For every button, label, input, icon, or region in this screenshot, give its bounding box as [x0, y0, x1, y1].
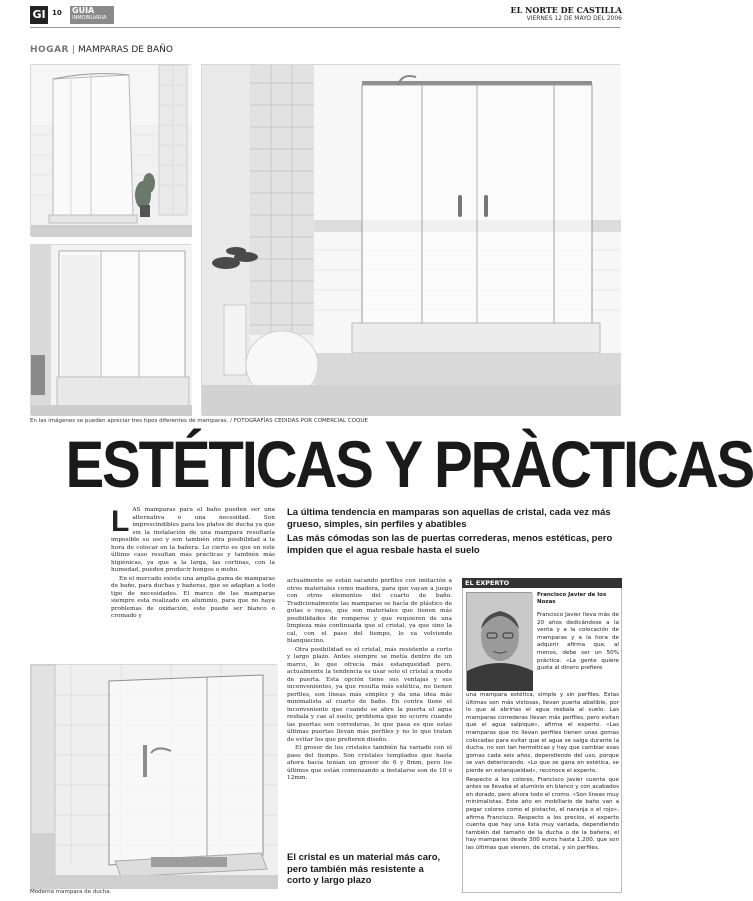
dropcap: L: [111, 505, 130, 538]
body-paragraph-1: AS mamparas para el baño pueden ser una alternativa o una necesidad. Son imprescindibles para los platos de ducha ya que sin la instalación de una mampara resultaría imposible su uso y son también otra posibilidad a la hora de colocar en la bañera. Lo cierto es que en este último caso resultan más prácticas y también más higiénicas, ya que a la larga, las cortinas, con la humedad, pueden producir hongos o moho.: [111, 507, 275, 573]
photo-modern-shower: [30, 664, 277, 888]
body-paragraph-3: actualmente se están sacando perfiles con imitación a otros materiales como madera, para que vayan a juego con otros elementos del cuarto de baño. Tradicionalmente las mamparas se hacía de plástico de gotas o rayas, que son materiales que tienen más posibilidades de romperse y que requieren de una limpieza más continuada que el cristal, ya que sino la cal, con el paso del tiempo, lo va volviendo blanquecino.: [287, 578, 452, 644]
expert-text-below: [466, 692, 619, 890]
expert-tag: EL EXPERTO: [462, 578, 622, 588]
section-label: [30, 45, 173, 55]
guide-subtitle: INMOBILIARIA: [72, 15, 107, 21]
guide-title: GUÍA: [72, 6, 95, 15]
subhead-1: La última tendencia en mamparas son aquellas de cristal, cada vez más grueso, simples, sin perfiles y abatibles: [287, 507, 611, 530]
section-code: GI: [30, 6, 48, 24]
pull-quote: El cristal es un material más caro, pero también más resistente a corto y largo plazo: [287, 852, 441, 886]
section-separator: |: [71, 45, 76, 55]
photo-caption-2: Moderna mampara de ducha.: [30, 889, 112, 895]
body-paragraph-5: El grosor de los cristales también ha variado con el paso del tiempo. Son cristales templados que hasta ahora hacía tenían un grosor de 6 y 8mm, pero los últimos que están comenzando a instalarse son de 10 o 12mm.: [287, 745, 452, 781]
subheads: [287, 507, 622, 556]
expert-paragraph-1: una mampara estética, simple y sin perfiles. Estas últimas son más vistosas, llevan puerta abatible, por lo que al abrirlas el agua resbala al suelo. Las mamparas correderas llevan más perfiles, pero evitan que el agua salpique», afirma el experto. «Las mamparas que no llevan perfiles tienen unas gomas colocadas para evitar que el agua se salga durante la ducha, no son tan herméticas y hay que cambiar esas gomas cada seis años, dependiendo del uso, porque se van deteriorando. «Lo que se gana en estética, se pierde en estanqueidad», reconoce el experto.: [466, 692, 619, 774]
masthead: EL NORTE DE CASTILLA: [510, 5, 622, 15]
body-paragraph-4: Otra posibilidad es el cristal, más resistente a corto y largo plazo. Antes siempre se metía dentro de un marco, lo que ofrecía más estanqueidad pero, actualmente la tendencia es usar solo el cristal a modo de puerta. Esta opción tiene sus ventajas y sus inconvenientes, ya que resulta más estética, no tienen perfiles, son líneas más simples y da una idea más minimalista al cuarto de baño. En contra tiene el inconveniente que cuando se abre la puerta el agua resbala y cae al suelo, problema que no ocurre cuando las puertas son correderas, lo que pasa es que estas últimas puertas llevan más perfiles y no lo que tratan de evitar los que prefieren diseño.: [287, 646, 452, 743]
page-number: 10: [52, 9, 62, 17]
guide-badge: [70, 6, 114, 24]
expert-paragraph-2: Respecto a los colores, Francisco Javier cuenta que antes se llevaba el aluminio en blanco y con acabados en dorado, pero ahora todo el cromo. «Son líneas muy minimalistas. Este año en mobiliario de baño van a pegar colores como el pistacho, el naranja o el rojo», afirma Francisco. Respecto a los precios, el experto cuenta que hay una lista muy variada, dependiendo también del tamaño de la ducha o de la bañera, el hay mamparas desde 300 euros hasta 1.200, que son las últimas que vienen, de cristal, y sin perfiles.: [466, 776, 619, 851]
headline: ESTÉTICAS Y PRÀCTICAS: [65, 427, 753, 501]
subhead-2: Las más cómodas son las de puertas correderas, menos estéticas, pero impiden que el agua resbale hasta el suelo: [287, 533, 613, 556]
dateline: VIERNES 12 DE MAYO DEL 2006: [526, 15, 622, 22]
section-name: HOGAR: [30, 45, 69, 55]
article-column-1: [111, 507, 275, 662]
expert-portrait: [466, 592, 532, 690]
photo-caption: En las imágenes se pueden apreciar tres tipos diferentes de mamparas. / FOTOGRAFÍAS CEDIDAS POR COMERCIAL COQUE: [30, 418, 368, 424]
photo-bathtub-glass-doors: [201, 64, 620, 415]
body-paragraph-2: En el mercado existe una amplia gama de mamparas de baño, para duchas y bañeras, que se adaptan a todo tipo de necesidades. El marco de las mamparas siempre está realizado en aluminio, para que no haya problemas de oxidación, este puede ser blanco o cromado y: [111, 575, 275, 619]
section-topic: MAMPARAS DE BAÑO: [78, 45, 173, 55]
expert-text-beside: Francisco Javier lleva más de 20 años dedicándose a la venta y a la colocación de mamparas y a la hora de adquirir afirma que, al menos, debe ser un 50% práctica. «La gente quiere gusta al dinero prefiere: [537, 612, 619, 672]
header-rule: [30, 27, 620, 28]
photo-bath-screen: [30, 244, 191, 415]
expert-name: Francisco Javier de los Nozas: [537, 592, 607, 605]
article-column-2: [287, 578, 452, 848]
photo-corner-shower: [30, 64, 191, 236]
